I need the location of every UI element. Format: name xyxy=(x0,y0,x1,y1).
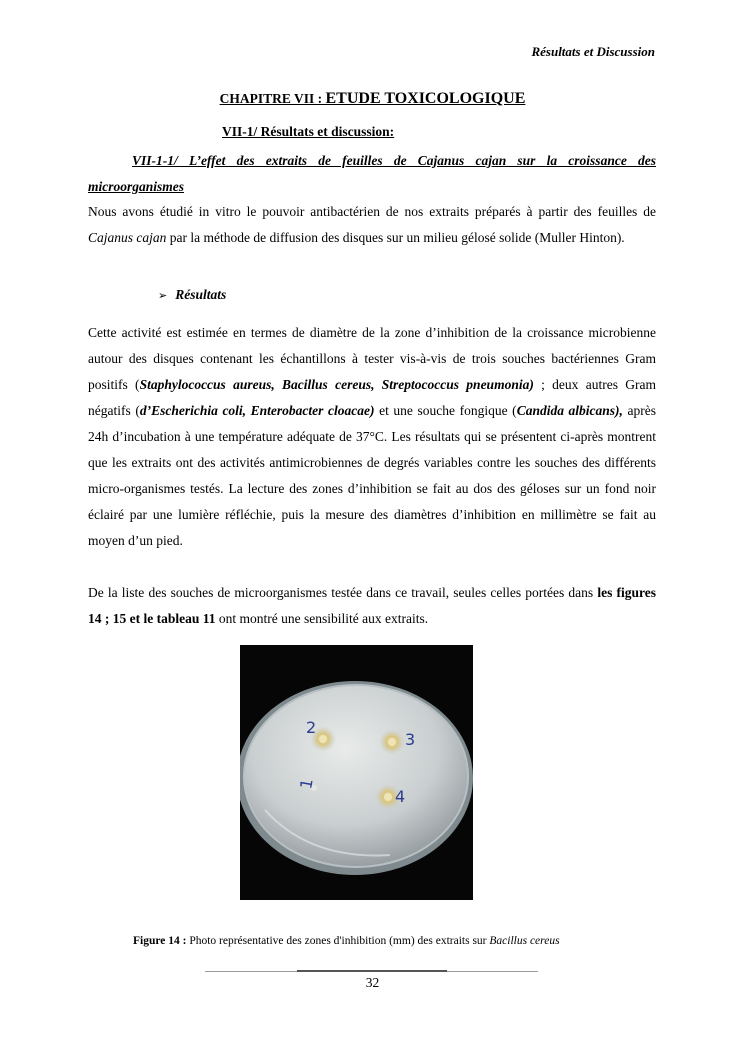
intro-paragraph xyxy=(88,199,656,251)
chapter-prefix: CHAPITRE VII : xyxy=(219,91,326,106)
agar-plate xyxy=(244,685,468,867)
disc-label-3: 3 xyxy=(405,730,416,749)
results-paragraph xyxy=(88,320,656,554)
chapter-name: ETUDE TOXICOLOGIQUE xyxy=(325,90,526,107)
results-heading-label: Résultats xyxy=(175,287,227,302)
subsection-heading xyxy=(88,148,656,200)
disc-label-1: 1 xyxy=(296,777,317,791)
disc-label-2: 2 xyxy=(306,718,317,737)
petri-dish-illustration xyxy=(240,645,473,900)
sensitivity-paragraph xyxy=(88,580,656,632)
disc-4 xyxy=(384,793,392,801)
petri-dish-photo xyxy=(240,645,473,900)
arrow-bullet-icon: ➢ xyxy=(158,289,168,302)
liste-figure-ref: les figures 14 ; 15 et le tableau 11 xyxy=(88,585,656,626)
subsection-title: VII-1-1/ L’effet des extraits de feuilles de Cajanus cajan sur la croissance des microorganismes xyxy=(88,153,656,194)
results-text-4: après 24h d’incubation à une température adéquate de 37°C. Les résultats qui se présentent ci-après montrent que les extraits ont des activités antimicrobiennes de degrés variables contre les souches des différents micro-organismes testés. La lecture des zones d’inhibition se fait au dos des géloses sur un fond noir éclairé par une lumière réfléchie, puis la mesure des diamètres d’inhibition en millimètre se fait au moyen d’un pied. xyxy=(88,403,657,548)
intro-text-1: Nous avons étudié in vitro le pouvoir antibactérien de nos extraits préparés à partir des feuilles de xyxy=(88,204,656,219)
disc-3 xyxy=(388,738,396,746)
intro-species: Cajanus cajan xyxy=(88,230,167,245)
gram-negative-species: d’Escherichia coli, Enterobacter cloacae) xyxy=(139,403,375,418)
results-text-2: ; deux autres Gram négatifs ( xyxy=(88,377,656,418)
chapter-title xyxy=(0,90,745,108)
liste-text-1: De la liste des souches de microorganismes testée dans ce travail, seules celles portées dans xyxy=(88,585,598,600)
disc-label-4: 4 xyxy=(395,787,406,806)
figure-caption-label: Figure 14 : xyxy=(133,935,190,947)
page-number: 32 xyxy=(365,975,380,990)
gram-positive-species: Staphylococcus aureus, Bacillus cereus, Streptococcus pneumonia) xyxy=(139,377,534,392)
figure-caption-text: Photo représentative des zones d'inhibition (mm) des extraits sur xyxy=(189,935,490,947)
figure-caption xyxy=(133,935,560,947)
footer-divider-accent xyxy=(297,970,447,972)
liste-text-2: ont montré une sensibilité aux extraits. xyxy=(215,611,429,626)
fungal-species: Candida albicans), xyxy=(516,403,623,418)
section-title: VII-1/ Résultats et discussion: xyxy=(222,124,395,139)
running-header: Résultats et Discussion xyxy=(531,44,655,59)
disc-2 xyxy=(319,735,327,743)
intro-text-2: par la méthode de diffusion des disques sur un milieu gélosé solide (Muller Hinton). xyxy=(166,230,625,245)
results-heading xyxy=(158,287,226,303)
figure-caption-species: Bacillus cereus xyxy=(489,935,560,947)
results-text-1: Cette activité est estimée en termes de diamètre de la zone d’inhibition de la croissance microbienne autour des disques contenant les échantillons à tester vis-à-vis de trois souches bactériennes Gram positifs ( xyxy=(88,325,656,392)
results-text-3: et une souche fongique ( xyxy=(374,403,517,418)
